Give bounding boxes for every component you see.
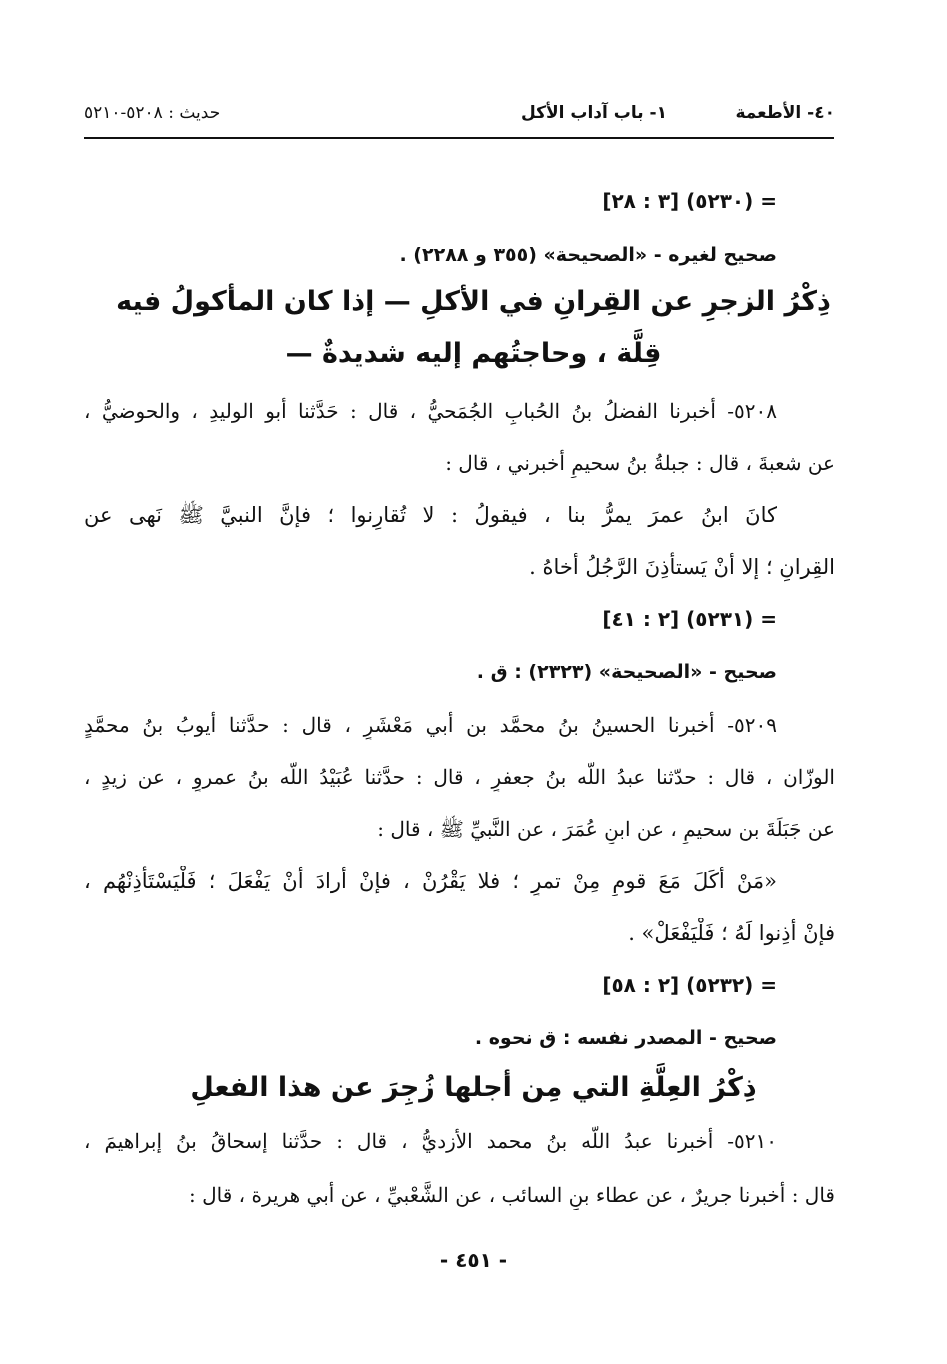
- hadith-5208-text-line-2: القِرانِ ؛ إلا أنْ يَستأذِنَ الرَّجُلُ أخاهُ .: [529, 555, 835, 579]
- grade-note-1: صحيح لغيره - «الصحيحة» (٣٥٥ و ٢٢٨٨) .: [399, 244, 777, 266]
- hadith-5209-line-1: ٥٢٠٩- أخبرنا الحسينُ بنُ محمَّد بن أبي مَعْشَرٍ ، قال : حدَّثنا أيوبُ بنُ محمَّدٍ: [84, 713, 777, 737]
- hadith-5210-line-2: قال : أخبرنا جريرٌ ، عن عطاء بنِ السائب ، عن الشَّعْبيِّ ، عن أبي هريرة ، قال :: [189, 1183, 835, 1207]
- cross-reference-5232: = (٥٢٣٢) [٢ : ٥٨]: [602, 973, 777, 997]
- chapter-heading-1-line-1: ذِكْرُ الزجرِ عن القِرانِ في الأكلِ — إذا كان المأكولُ فيه: [116, 286, 831, 317]
- grade-note-3: صحيح - المصدر نفسه : ق نحوه .: [474, 1027, 777, 1049]
- hadith-5209-line-3: عن جَبَلَةَ بن سحيمٍ ، عن ابنِ عُمَرَ ، عن النَّبيِّ ﷺ ، قال :: [377, 817, 835, 841]
- page-number: - ٤٥١ -: [439, 1248, 508, 1272]
- header-section: ١- باب آداب الأكل: [520, 103, 667, 123]
- grade-note-2: صحيح - «الصحيحة» (٢٣٢٣) : ق .: [476, 661, 777, 683]
- hadith-5208-line-2: عن شعبةَ ، قال : جبلةُ بنُ سحيمٍ أخبرني ، قال :: [445, 451, 835, 475]
- chapter-heading-2: ذِكْرُ العِلَّةِ التي مِن أجلها زُجِرَ عن هذا الفعلِ: [190, 1072, 757, 1103]
- header-hadith-range: حديث : ٥٢٠٨-٥٢١٠: [84, 103, 221, 123]
- header-chapter: ٤٠- الأطعمة: [735, 103, 835, 123]
- cross-reference-5231: = (٥٢٣١) [٢ : ٤١]: [602, 607, 777, 631]
- hadith-5209-text-line-2: فإنْ أذِنوا لَهُ ؛ فَلْيَفْعَلْ» .: [628, 921, 835, 945]
- header-rule: [84, 137, 834, 139]
- hadith-5210-line-1: ٥٢١٠- أخبرنا عبدُ اللّه بنُ محمد الأزديُّ ، قال : حدَّثنا إسحاقُ بنُ إبراهيمَ ،: [84, 1129, 777, 1153]
- chapter-heading-1-line-2: قِلَّة ، وحاجتُهم إليه شديدةٌ —: [285, 338, 662, 369]
- hadith-5209-text-line-1: «مَنْ أكَلَ مَعَ قومٍ مِنْ تمرٍ ؛ فلا يَقْرُنْ ، فإنْ أرادَ أنْ يَفْعَلَ ؛ فَلْيَسْتَأْذِنْهُم ،: [84, 869, 777, 893]
- hadith-5208-text-line-1: كانَ ابنُ عمرَ يمرُّ بنا ، فيقولُ : لا تُقارِنوا ؛ فإنَّ النبيَّ ﷺ نَهى عن: [84, 503, 777, 527]
- hadith-5209-line-2: الوزّان ، قال : حدّثنا عبدُ اللّه بنُ جعفرٍ ، قال : حدَّثنا عُبَيْدُ اللّه بنُ عمروٍ ، عن زيدٍ ،: [84, 765, 835, 789]
- hadith-5208-line-1: ٥٢٠٨- أخبرنا الفضلُ بنُ الحُبابِ الجُمَحيُّ ، قال : حَدَّثنا أبو الوليدِ ، والحوضيُّ ،: [84, 399, 777, 423]
- cross-reference-5230: = (٥٢٣٠) [٣ : ٢٨]: [602, 189, 777, 213]
